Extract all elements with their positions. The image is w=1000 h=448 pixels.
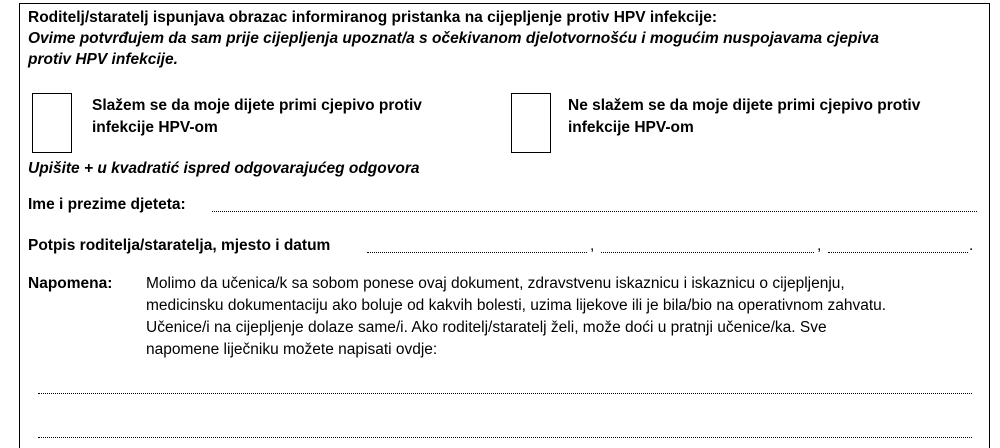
- signature-separator-2: ,: [817, 237, 822, 254]
- note-line-2: medicinsku dokumentaciju ako boluje od kakvih bolesti, uzima lijekove ili je bila/bio na operativnom zahvatu.: [146, 297, 887, 314]
- disagree-checkbox[interactable]: [511, 93, 551, 153]
- checkbox-instruction: Upišite + u kvadratić ispred odgovarajućeg odgovora: [28, 160, 420, 177]
- note-field-line-1[interactable]: [38, 393, 972, 394]
- disagree-label-line-1: Ne slažem se da moje dijete primi cjepivo protiv: [568, 97, 921, 114]
- note-line-4: napomene liječniku možete napisati ovdje:: [146, 341, 438, 358]
- form-heading: Roditelj/staratelj ispunjava obrazac informiranog pristanka na cijepljenje protiv HPV infekcije:: [28, 9, 718, 26]
- agree-label-line-2: infekcije HPV-om: [92, 119, 218, 136]
- child-name-field[interactable]: [212, 211, 977, 212]
- declaration-line-1: Ovime potvrđujem da sam prije cijepljenja upoznat/a s očekivanom djelotvornošću i mogućim nuspojavama cjepiva: [28, 30, 880, 47]
- note-label: Napomena:: [28, 275, 113, 292]
- declaration-line-2: protiv HPV infekcije.: [28, 51, 178, 68]
- signature-field[interactable]: [367, 252, 587, 253]
- signature-end-dot: .: [969, 237, 974, 254]
- signature-label: Potpis roditelja/staratelja, mjesto i datum: [28, 237, 331, 254]
- agree-label-line-1: Slažem se da moje dijete primi cjepivo protiv: [92, 97, 422, 114]
- agree-checkbox[interactable]: [32, 93, 72, 153]
- disagree-label-line-2: infekcije HPV-om: [568, 119, 694, 136]
- note-line-3: Učenice/i na cijepljenje dolaze same/i. Ako roditelj/staratelj želi, može doći u pratnji učenice/ka. Sve: [146, 319, 827, 336]
- place-field[interactable]: [601, 252, 814, 253]
- signature-separator-1: ,: [590, 237, 595, 254]
- child-name-label: Ime i prezime djeteta:: [28, 196, 186, 213]
- note-field-line-2[interactable]: [38, 437, 972, 438]
- date-field[interactable]: [828, 252, 968, 253]
- note-line-1: Molimo da učenica/k sa sobom ponese ovaj dokument, zdravstvenu iskaznicu i iskaznicu o cijepljenju,: [146, 275, 845, 292]
